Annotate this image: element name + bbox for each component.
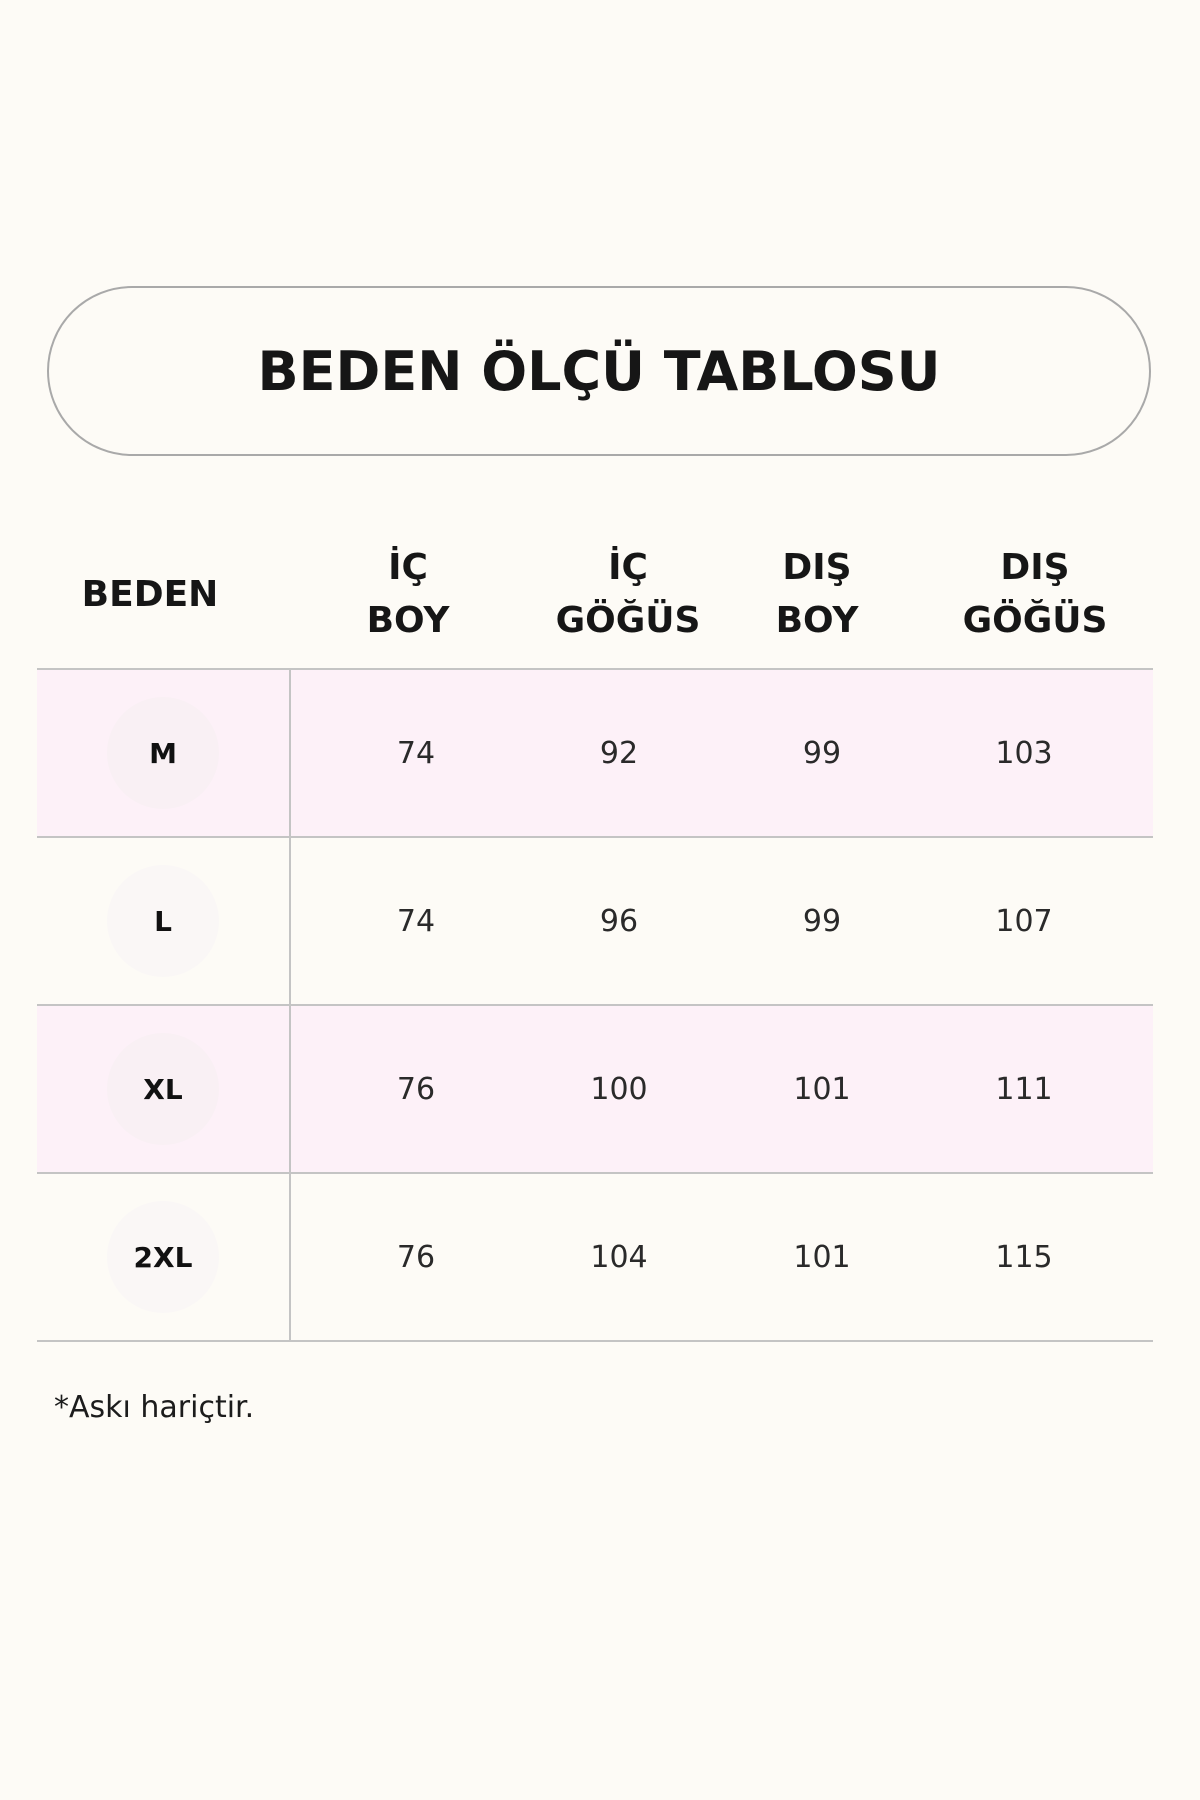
size-cell [37,838,291,1004]
header-outer-length-line1: DIŞ [782,547,852,588]
header-size-label: BEDEN [81,573,219,615]
outer-length-value: 101 [793,1239,851,1275]
footnote: *Askı hariçtir. [54,1390,255,1425]
header-inner-chest-line1: İÇ [608,547,648,588]
table-row [37,1004,1153,1172]
header-outer-chest [935,520,1135,668]
header-size [37,520,263,668]
header-outer-chest-line1: DIŞ [1000,547,1070,588]
header-inner-chest [528,520,728,668]
size-cell [37,1174,291,1340]
header-outer-chest-line2: GÖĞÜS [962,600,1108,641]
table-row [37,1172,1153,1342]
header-inner-length-line1: İÇ [388,547,428,588]
inner-length-value: 74 [396,903,436,939]
outer-chest-value: 111 [995,1071,1053,1107]
header-outer-length [737,520,897,668]
outer-chest-value: 115 [995,1239,1053,1275]
table-row [37,836,1153,1004]
outer-length-value: 101 [793,1071,851,1107]
outer-chest-value: 107 [995,903,1053,939]
header-inner-length-line2: BOY [366,600,450,641]
inner-chest-value: 96 [599,903,639,939]
header-inner-length [328,520,488,668]
size-badge: M [107,697,219,809]
table-row [37,668,1153,836]
page-title: BEDEN ÖLÇÜ TABLOSU [257,339,941,403]
inner-length-value: 76 [396,1071,436,1107]
outer-chest-value: 103 [995,735,1053,771]
table-header [37,520,1153,668]
title-banner [47,286,1151,456]
inner-chest-value: 104 [590,1239,648,1275]
inner-chest-value: 100 [590,1071,648,1107]
inner-length-value: 74 [396,735,436,771]
size-badge: L [107,865,219,977]
header-outer-length-line2: BOY [775,600,859,641]
size-cell [37,670,291,836]
inner-length-value: 76 [396,1239,436,1275]
size-badge: 2XL [107,1201,219,1313]
outer-length-value: 99 [802,903,842,939]
outer-length-value: 99 [802,735,842,771]
inner-chest-value: 92 [599,735,639,771]
size-cell [37,1006,291,1172]
header-inner-chest-line2: GÖĞÜS [555,600,701,641]
size-badge: XL [107,1033,219,1145]
size-table [37,668,1153,1342]
